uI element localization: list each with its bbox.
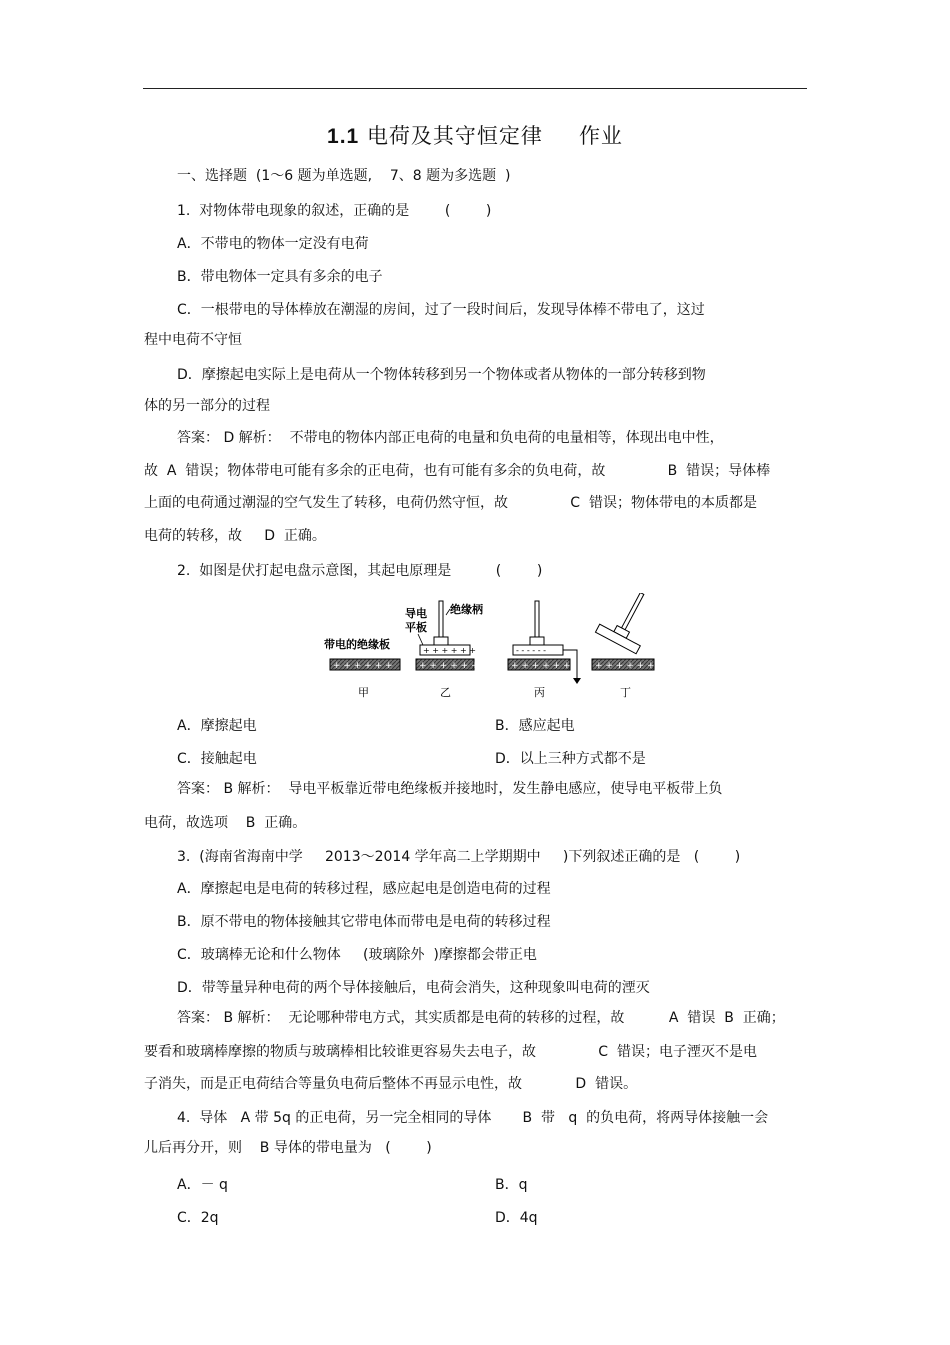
- section-heading: 一、选择题 (1～6 题为单选题, 7、8 题为多选题 ): [177, 168, 511, 184]
- q1-option-b: B．带电物体一定具有多余的电子: [177, 269, 383, 285]
- charged-board-4: [592, 659, 655, 671]
- header-rule: [143, 88, 807, 89]
- q4-option-b: B．q: [495, 1177, 528, 1193]
- q1-answer-line3: 上面的电荷通过潮湿的空气发生了转移，电荷仍然守恒，故 C 错误；物体带电的本质都是: [144, 495, 757, 511]
- label-handle: 绝缘柄: [450, 603, 483, 616]
- q2-stem: 2. 如图是伏打起电盘示意图，其起电原理是 ( ): [177, 563, 543, 579]
- title-suffix: 作业: [578, 124, 623, 148]
- q4-stem: 4. 导体 A 带 5q 的正电荷，另一完全相同的导体 B 带 q 的负电荷，将两导体接触一会: [177, 1110, 769, 1126]
- svg-text:+ + + + + +: + + + + + +: [419, 661, 479, 671]
- q1-answer-line2: 故 A 错误；物体带电可能有多余的正电荷，也有可能有多余的负电荷，故 B 错误；导体棒: [144, 463, 771, 479]
- panel-label-4: 丁: [620, 686, 631, 699]
- q4-option-c: C．2q: [177, 1210, 219, 1226]
- panel-label-1: 甲: [358, 686, 369, 699]
- q3-answer: 答案： B 解析： 无论哪种带电方式，其实质都是电荷的转移的过程，故 A 错误 B 正确；: [177, 1010, 785, 1026]
- q2-option-c: C．接触起电: [177, 751, 257, 767]
- q3-answer-line3: 子消失，而是正电荷结合等量负电荷后整体不再显示电性，故 D 错误。: [144, 1076, 638, 1092]
- q1-option-d-cont: 体的另一部分的过程: [144, 398, 270, 414]
- q4-option-a: A．－ q: [177, 1177, 228, 1193]
- svg-text:+ + + + + +: + + + + + +: [511, 661, 571, 671]
- electrophorus-figure: [320, 593, 660, 703]
- q4-stem-cont: 儿后再分开，则 B 导体的带电量为 ( ): [144, 1140, 432, 1156]
- q1-answer: 答案： D 解析： 不带电的物体内部正电荷的电量和负电荷的电量相等，体现出电中性，: [177, 430, 724, 446]
- label-conductor: 导电: [405, 607, 427, 620]
- q2-answer-line2: 电荷，故选项 B 正确。: [144, 815, 307, 831]
- panel-label-2: 乙: [440, 686, 451, 699]
- q3-option-a: A．摩擦起电是电荷的转移过程，感应起电是创造电荷的过程: [177, 881, 551, 897]
- charged-board-2: [416, 659, 479, 671]
- q1-option-a: A．不带电的物体一定没有电荷: [177, 236, 369, 252]
- q2-option-a: A．摩擦起电: [177, 718, 257, 734]
- q2-option-b: B．感应起电: [495, 718, 575, 734]
- q3-option-c: C．玻璃棒无论和什么物体 (玻璃除外 )摩擦都会带正电: [177, 947, 537, 963]
- label-charged-board: 带电的绝缘板: [324, 638, 390, 651]
- q2-option-d: D．以上三种方式都不是: [495, 751, 646, 767]
- conductor-plate-3: [513, 601, 563, 655]
- q3-option-d: D．带等量异种电荷的两个导体接触后，电荷会消失，这种现象叫电荷的湮灭: [177, 980, 650, 996]
- conductor-plate-4: [595, 593, 660, 654]
- charged-board-3: [508, 659, 571, 671]
- q1-option-d: D．摩擦起电实际上是电荷从一个物体转移到另一个物体或者从物体的一部分转移到物: [177, 367, 706, 383]
- q1-option-c-cont: 程中电荷不守恒: [144, 332, 242, 348]
- q4-option-d: D．4q: [495, 1210, 538, 1226]
- svg-text:- - - - - -: - - - - - -: [516, 646, 547, 655]
- q1-stem: 1. 对物体带电现象的叙述，正确的是 ( ): [177, 203, 492, 219]
- label-plate: 平板: [405, 621, 427, 634]
- svg-text:+ + + + + +: + + + + + +: [423, 646, 476, 655]
- title-text: 电荷及其守恒定律: [366, 124, 543, 148]
- page-title: [0, 120, 950, 150]
- q2-answer: 答案： B 解析： 导电平板靠近带电绝缘板并接地时，发生静电感应，使导电平板带上负: [177, 781, 723, 797]
- title-number: 1.1: [327, 125, 360, 148]
- q3-option-b: B．原不带电的物体接触其它带电体而带电是电荷的转移过程: [177, 914, 551, 930]
- q3-answer-line2: 要看和玻璃棒摩擦的物质与玻璃棒相比较谁更容易失去电子，故 C 错误；电子湮灭不是电: [144, 1044, 757, 1060]
- q3-stem: 3. (海南省海南中学 2013～2014 学年高二上学期期中 )下列叙述正确的是 ( ): [177, 849, 741, 865]
- q1-option-c: C．一根带电的导体棒放在潮湿的房间，过了一段时间后，发现导体棒不带电了，这过: [177, 302, 705, 318]
- q1-answer-line4: 电荷的转移，故 D 正确。: [144, 528, 326, 544]
- charged-board-1: [330, 659, 400, 671]
- svg-text:+ + + + + +: + + + + + +: [595, 661, 655, 671]
- svg-text:+ + + + + +: + + + + + +: [333, 661, 393, 671]
- panel-label-3: 丙: [534, 686, 545, 699]
